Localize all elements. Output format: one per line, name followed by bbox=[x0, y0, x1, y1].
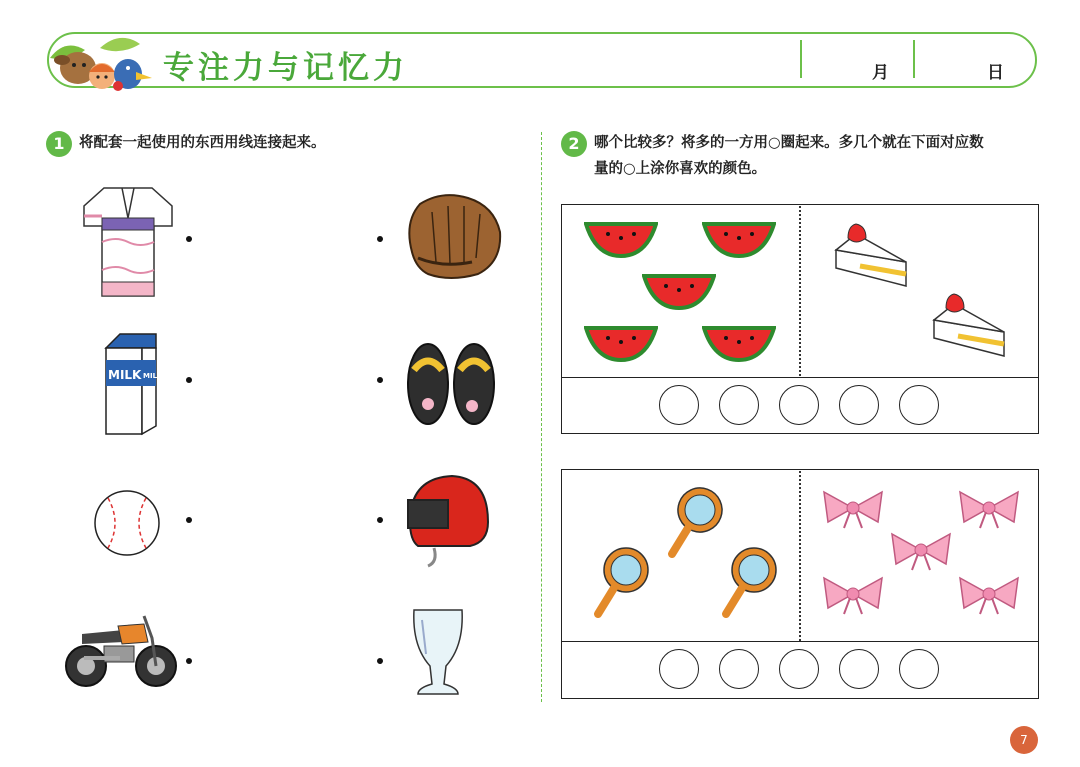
ribbon-bow-icon bbox=[820, 488, 886, 530]
kimono-icon bbox=[82, 182, 174, 300]
ribbon-bow-icon bbox=[956, 488, 1022, 530]
answer-circle[interactable] bbox=[839, 649, 879, 689]
month-label: 月 bbox=[872, 63, 889, 83]
question-number-2: 2 bbox=[561, 131, 587, 157]
question-number-1: 1 bbox=[46, 131, 72, 157]
glass-icon bbox=[408, 606, 468, 698]
sandals-icon bbox=[402, 340, 500, 428]
match-dot[interactable] bbox=[377, 236, 383, 242]
cake-icon bbox=[928, 290, 1008, 362]
match-dot[interactable] bbox=[186, 658, 192, 664]
match-dot[interactable] bbox=[186, 236, 192, 242]
watermelon-icon bbox=[702, 326, 776, 362]
milk-label: MILK bbox=[108, 368, 142, 382]
match-dot[interactable] bbox=[377, 658, 383, 664]
watermelon-icon bbox=[642, 274, 716, 310]
ribbon-bow-icon bbox=[820, 574, 886, 616]
question-2-instruction-line2: 量的○上涂你喜欢的颜色。 bbox=[594, 161, 767, 177]
answer-row-divider bbox=[562, 377, 1038, 378]
answer-circle[interactable] bbox=[899, 385, 939, 425]
answer-circle[interactable] bbox=[779, 385, 819, 425]
section-divider bbox=[541, 132, 542, 702]
match-dot[interactable] bbox=[186, 517, 192, 523]
mascot-animals-icon bbox=[40, 28, 158, 92]
answer-row-divider bbox=[562, 641, 1038, 642]
day-label: 日 bbox=[987, 63, 1004, 83]
match-dot[interactable] bbox=[186, 377, 192, 383]
answer-circle[interactable] bbox=[659, 649, 699, 689]
answer-circle[interactable] bbox=[719, 649, 759, 689]
ribbon-bow-icon bbox=[956, 574, 1022, 616]
helmet-icon bbox=[404, 470, 492, 570]
answer-circle[interactable] bbox=[899, 649, 939, 689]
answer-circle[interactable] bbox=[839, 385, 879, 425]
milk-carton-icon bbox=[100, 330, 162, 438]
question-2-instruction-line1: 哪个比较多？将多的一方用○圈起来。多几个就在下面对应数 bbox=[594, 135, 984, 151]
watermelon-icon bbox=[584, 326, 658, 362]
comparison-box-divider bbox=[799, 471, 801, 641]
match-dot[interactable] bbox=[377, 377, 383, 383]
match-dot[interactable] bbox=[377, 517, 383, 523]
cake-icon bbox=[830, 220, 910, 292]
watermelon-icon bbox=[584, 222, 658, 258]
question-1-instruction: 将配套一起使用的东西用线连接起来。 bbox=[79, 135, 326, 151]
ribbon-bow-icon bbox=[888, 530, 954, 572]
comparison-box-divider bbox=[799, 206, 801, 376]
date-divider bbox=[800, 40, 802, 78]
milk-label: MILK bbox=[143, 372, 162, 380]
answer-circle[interactable] bbox=[719, 385, 759, 425]
answer-circle[interactable] bbox=[779, 649, 819, 689]
answer-circle[interactable] bbox=[659, 385, 699, 425]
motorcycle-icon bbox=[64, 608, 180, 690]
hand-mirror-icon bbox=[716, 544, 780, 620]
baseball-icon bbox=[92, 488, 162, 558]
watermelon-icon bbox=[702, 222, 776, 258]
date-divider bbox=[913, 40, 915, 78]
page-number: 7 bbox=[1010, 726, 1038, 754]
page-title: 专注力与记忆力 bbox=[163, 50, 408, 86]
hand-mirror-icon bbox=[588, 544, 652, 620]
baseball-glove-icon bbox=[402, 192, 504, 280]
